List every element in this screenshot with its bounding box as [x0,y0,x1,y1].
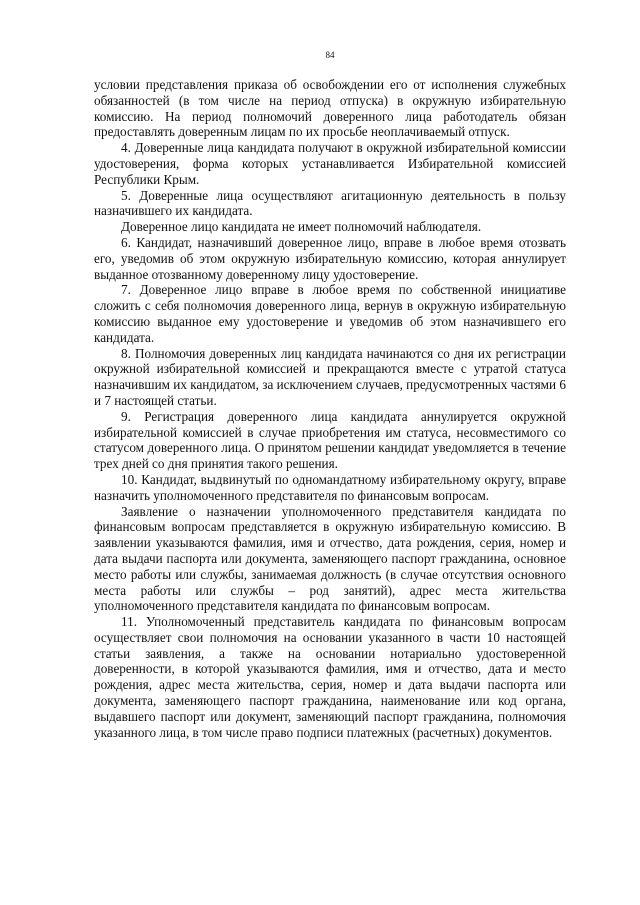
paragraph-item-10-application: Заявление о назначении уполномоченного представителя кандидата по финансовым вопросам представляется в окружную избирательную комиссию. В заявлении указываются фамилия, имя и отчество, дата рождения, серия, номер и дата выдачи паспорта или документа, заменяющего паспорт гражданина, основное место работы или службы, занимаемая должность (в случае отсутствия основного места работы или службы – род занятий), адрес места жительства уполномоченного представителя кандидата по финансовым вопросам. [94,503,566,614]
paragraph-item-8: 8. Полномочия доверенных лиц кандидата начинаются со дня их регистрации окружной избирательной комиссией и прекращаются вместе с утратой статуса назначившим их кандидатом, за исключением случаев, предусмотренных частями 6 и 7 настоящей статьи. [94,345,566,408]
paragraph-item-9: 9. Регистрация доверенного лица кандидата аннулируется окружной избирательной комиссией в случае приобретения им статуса, несовместимого со статусом доверенного лица. О принятом решении кандидат уведомляется в течение трех дней со дня принятия такого решения. [94,408,566,472]
paragraph-item-10: 10. Кандидат, выдвинутый по одномандатному избирательному округу, вправе назначить уполномоченного представителя по финансовым вопросам. [94,471,566,503]
paragraph-item-5-note: Доверенное лицо кандидата не имеет полномочий наблюдателя. [121,219,482,235]
paragraph-item-6: 6. Кандидат, назначивший доверенное лицо, вправе в любое время отозвать его, уведомив об этом окружную избирательную комиссию, которая аннулирует выданное отозванному доверенному лицу удостоверение. [94,234,566,282]
paragraph-item-4: 4. Доверенные лица кандидата получают в окружной избирательной комиссии удостоверения, форма которых устанавливается Избирательной комиссией Республики Крым. [94,140,566,187]
paragraph-item-11: 11. Уполномоченный представитель кандидата по финансовым вопросам осуществляет свои полномочия на основании указанного в части 10 настоящей статьи заявления, а также на основании нотариально удостоверенной доверенности, в которой указываются фамилия, имя и отчество, дата и место рождения, адрес места жительства, серия, номер и дата выдачи паспорта или документа, заменяющего паспорт гражданина, наименование или код органа, выдавшего паспорт или документ, заменяющий паспорт гражданина, полномочия указанного лица, в том числе право подписи платежных (расчетных) документов. [94,614,566,740]
paragraph-continuation: условии представления приказа об освобождении его от исполнения служебных обязанностей (в том числе на период отпуска) в окружную избирательную комиссию. На период полномочий доверенного лица работодатель обязан предоставлять доверенным лицам по их просьбе неоплачиваемый отпуск. [94,77,566,140]
paragraph-item-7: 7. Доверенное лицо вправе в любое время по собственной инициативе сложить с себя полномочия доверенного лица, вернув в окружную избирательную комиссию выданное ему удостоверение и уведомив об этом назначившего его кандидата. [94,282,566,345]
page-number: 84 [325,50,335,60]
paragraph-item-5: 5. Доверенные лица осуществляют агитационную деятельность в пользу назначившего их кандидата. [94,187,566,219]
